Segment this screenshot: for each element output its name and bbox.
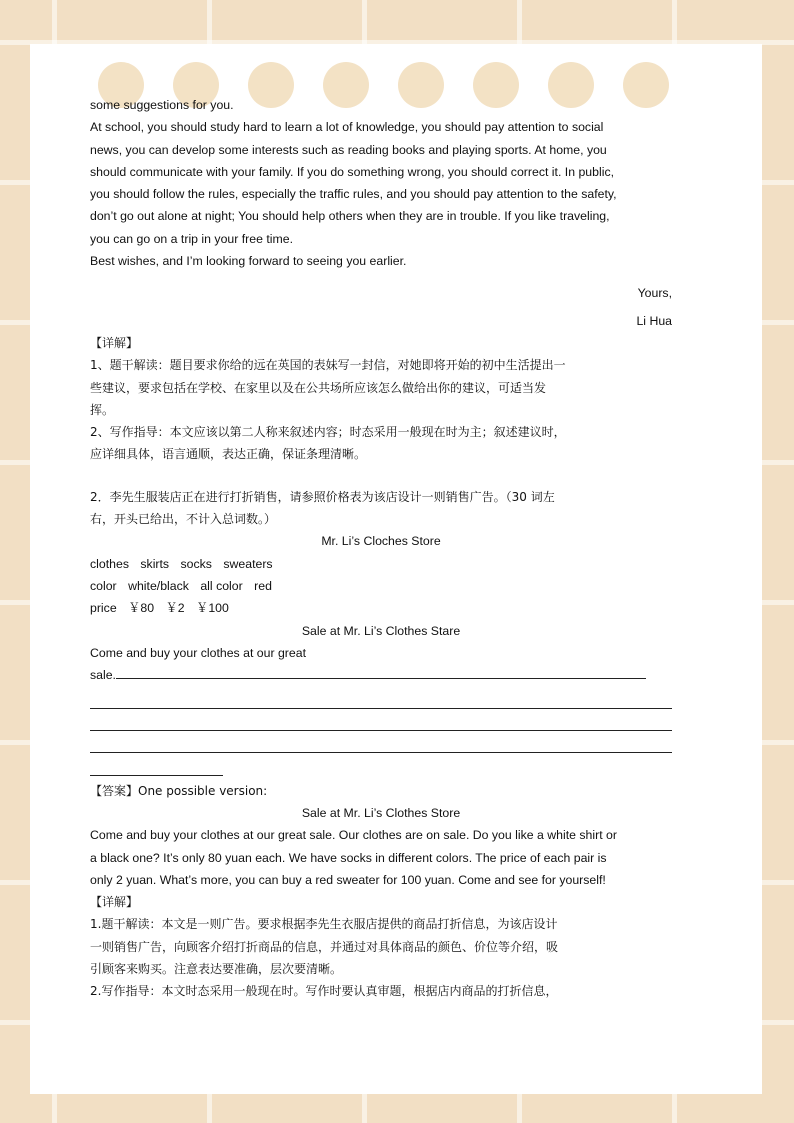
table-cell: socks [180, 556, 212, 571]
table-cell: ￥100 [196, 601, 229, 616]
letter-body [90, 94, 672, 332]
letter-signature: Li Hua [636, 313, 672, 328]
explanation-line: 2、写作指导：本文应该以第二人称来叙述内容；时态采用一般现在时为主；叙述建议时， [90, 425, 566, 440]
answer-blank[interactable] [116, 664, 646, 679]
explanation-2 [90, 891, 672, 1002]
question-2 [90, 486, 672, 776]
answer-section [90, 780, 672, 891]
sale-start-line: Come and buy your clothes at our great [90, 645, 307, 660]
document-content [90, 94, 672, 1003]
sale-prefix: sale. [90, 668, 116, 683]
explanation-line: 引顾客来购买。注意表达要准确，层次要清晰。 [90, 961, 343, 976]
answer-blank[interactable] [90, 709, 672, 731]
table-cell: color [90, 578, 117, 593]
explanation-line: 2.写作指导：本文时态采用一般现在时。写作时要认真审题，根据店内商品的打折信息， [90, 984, 558, 999]
letter-line: news, you can develop some interests such as reading books and playing sports. At home, you [90, 142, 607, 157]
answer-title: Sale at Mr. Li’s Clothes Store [301, 805, 461, 820]
explanation-heading: 【详解】 [90, 335, 139, 350]
letter-line: Best wishes, and I’m looking forward to seeing you earlier. [90, 254, 407, 269]
explanation-line: 挥。 [90, 402, 115, 417]
price-table-row [90, 553, 672, 575]
table-cell: red [254, 578, 272, 593]
answer-label: 【答案】One possible version: [90, 783, 268, 798]
explanation-1 [90, 332, 672, 466]
answer-blank[interactable] [90, 686, 672, 708]
letter-line: some suggestions for you. [90, 98, 234, 112]
explanation-line: 一则销售广告，向顾客介绍打折商品的信息，并通过对具体商品的颜色、价位等介绍，吸 [90, 939, 559, 954]
question-prompt-line: 2．李先生服装店正在进行打折销售，请参照价格表为该店设计一则销售广告。（30 词左 [90, 489, 555, 504]
explanation-line: 些建议，要求包括在学校、在家里以及在公共场所应该怎么做给出你的建议，可适当发 [90, 380, 547, 395]
letter-line: you should follow the rules, especially the traffic rules, and you should pay attention to the safety, [90, 187, 617, 202]
table-cell: skirts [140, 556, 170, 571]
answer-line: a black one? It’s only 80 yuan each. We have socks in different colors. The price of each pair is [90, 850, 607, 865]
table-cell: price [90, 601, 117, 616]
letter-closing: Yours, [637, 286, 672, 301]
table-cell: white/black [128, 578, 189, 593]
price-table-row [90, 575, 672, 597]
table-cell: ￥2 [165, 601, 185, 616]
letter-line: should communicate with your family. If you do something wrong, you should correct it. In public, [90, 164, 615, 179]
explanation-line: 1.题干解读：本文是一则广告。要求根据李先生衣服店提供的商品打折信息，为该店设计 [90, 917, 558, 932]
letter-line: you can go on a trip in your free time. [90, 231, 294, 246]
answer-line: Come and buy your clothes at our great sale. Our clothes are on sale. Do you like a white shirt or [90, 828, 617, 843]
table-cell: all color [200, 578, 243, 593]
explanation-line: 1、题干解读：题目要求你给的远在英国的表妹写一封信，对她即将开始的初中生活提出一 [90, 358, 566, 373]
explanation-heading: 【详解】 [90, 895, 139, 910]
table-cell: clothes [90, 556, 129, 571]
price-table-row [90, 597, 672, 619]
table-cell: sweaters [223, 556, 273, 571]
letter-line: don’t go out alone at night; You should help others when they are in trouble. If you like traveling, [90, 209, 610, 224]
explanation-line: 应详细具体，语言通顺，表达正确，保证条理清晰。 [90, 447, 367, 462]
table-cell: ￥80 [128, 601, 155, 616]
answer-first-line [90, 664, 672, 686]
sale-title: Sale at Mr. Li’s Clothes Stare [301, 623, 461, 638]
answer-blank[interactable] [90, 731, 672, 753]
letter-line: At school, you should study hard to learn a lot of knowledge, you should pay attention to social [90, 120, 604, 135]
question-prompt-line: 右，开头已给出，不计入总词数。） [90, 512, 277, 527]
answer-blank[interactable] [90, 753, 223, 775]
store-title: Mr. Li’s Cloches Store [321, 534, 441, 549]
answer-line: only 2 yuan. What’s more, you can buy a red sweater for 100 yuan. Come and see for yourself! [90, 872, 606, 887]
